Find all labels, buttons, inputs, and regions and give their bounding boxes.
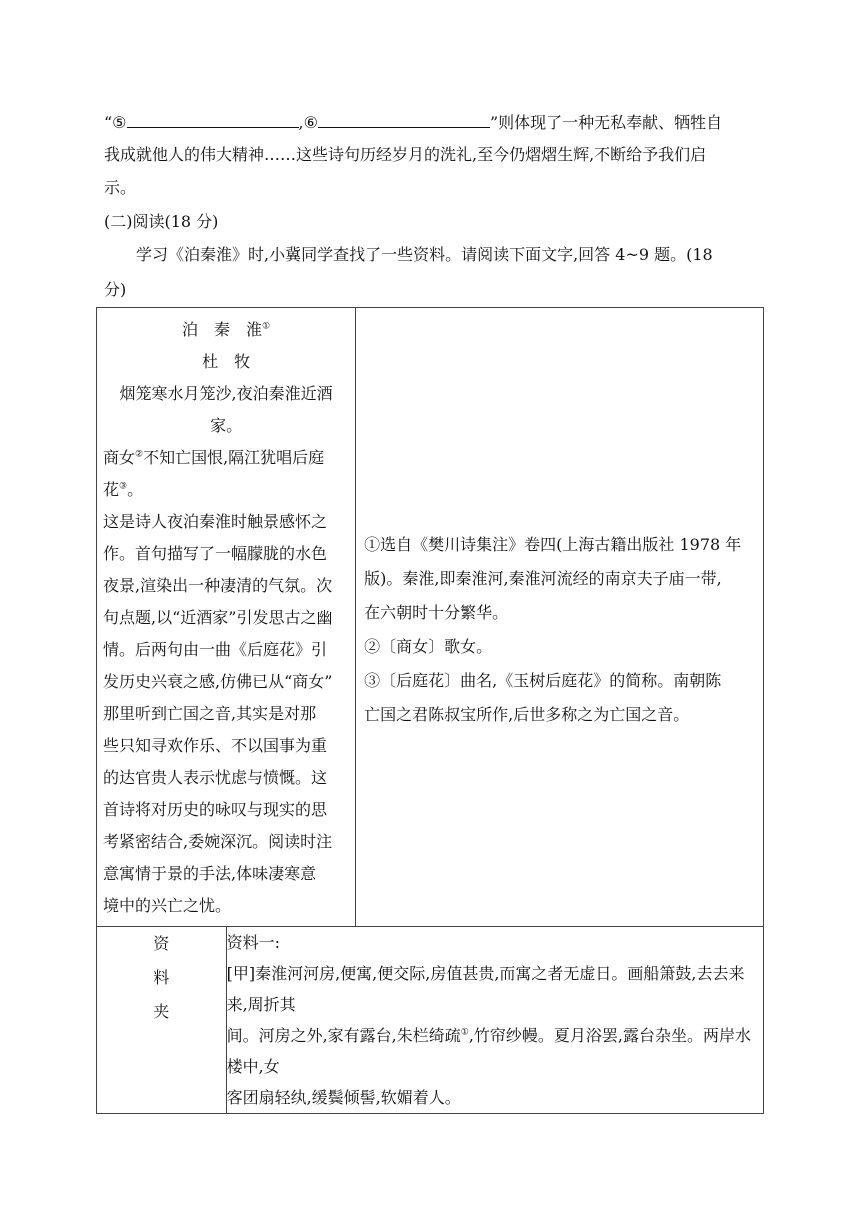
text-line-2: 我成就他人的伟大精神……这些诗句历经岁月的洗礼,至今仍熠熠生辉,不断给予我们启: [104, 145, 707, 164]
text-line-3: 示。: [104, 178, 137, 197]
notes-cell: [356, 308, 764, 927]
quote-open-5: “⑤: [104, 113, 127, 132]
ziliao-label-cell: [97, 927, 227, 1114]
poem-commentary: [103, 506, 349, 922]
comma-6: ,⑥: [298, 113, 318, 132]
poem-verse-2a: 商女②不知亡国恨,隔江犹唱后庭: [103, 448, 325, 467]
footnote-marker-1: ①: [262, 321, 271, 332]
note-line: 版)。秦淮,即秦淮河,秦淮河流经的南京夫子庙一带,: [364, 569, 722, 588]
line1-rest: ”则体现了一种无私奉献、牺牲自: [489, 113, 723, 132]
commentary-line: 首诗将对历史的咏叹与现实的思: [103, 800, 328, 819]
commentary-line: 考紧密结合,委婉深沉。阅读时注: [103, 832, 333, 851]
commentary-line: 那里听到亡国之音,其实是对那: [103, 704, 317, 723]
blank-6[interactable]: [318, 111, 490, 128]
commentary-line: 意寓情于景的手法,体味凄寒意: [103, 864, 317, 883]
ziliao-label-char: 资: [153, 934, 170, 953]
note-line: ③〔后庭花〕曲名,《玉树后庭花》的简称。南朝陈: [364, 671, 722, 690]
poem-author: 杜 牧: [202, 352, 251, 371]
ziliao-heading: 资料一:: [226, 933, 280, 952]
commentary-line: 夜景,渲染出一种凄清的气氛。次: [103, 576, 333, 595]
commentary-line: 情。后两句由一曲《后庭花》引: [103, 640, 328, 659]
note-line: 亡国之君陈叔宝所作,后世多称之为亡国之音。: [364, 705, 690, 724]
footnote-marker-ziliao-1: ①: [460, 1027, 469, 1038]
ziliao-line-1: [甲]秦淮河河房,便寓,便交际,房值甚贵,而寓之者无虚日。画船箫鼓,去去来来,周折其: [226, 964, 745, 1014]
footnote-marker-2: ②: [135, 449, 144, 460]
commentary-line: 的达官贵人表示忧虑与愤慨。这: [103, 768, 328, 787]
intro-line-2: 分): [104, 280, 127, 299]
commentary-line: 些只知寻欢作乐、不以国事为重: [103, 736, 328, 755]
poem-cell: [97, 308, 356, 927]
commentary-line: 发历史兴衰之感,仿佛已从“商女”: [103, 672, 333, 691]
reading-table: [96, 307, 764, 1114]
blank-5[interactable]: [127, 111, 299, 128]
section-heading: (二)阅读(18 分): [104, 212, 219, 231]
note-line: 在六朝时十分繁华。: [364, 603, 509, 622]
ziliao-label-char: 料: [153, 968, 170, 987]
poem-verse-2b: 花③。: [103, 480, 144, 499]
ziliao-body-cell: [226, 927, 763, 1114]
ziliao-label-char: 夹: [153, 1002, 170, 1021]
commentary-line: 这是诗人夜泊秦淮时触景感怀之: [103, 512, 328, 531]
poem-verse-1a: 烟笼寒水月笼沙,夜泊秦淮近酒: [119, 384, 333, 403]
intro-line-1: 学习《泊秦淮》时,小冀同学查找了一些资料。请阅读下面文字,回答 4~9 题。(18: [136, 245, 713, 264]
footnote-marker-3: ③: [119, 481, 128, 492]
fill-blank-line-1: [104, 111, 722, 134]
note-line: ①选自《樊川诗集注》卷四(上海古籍出版社 1978 年: [364, 535, 742, 554]
ziliao-line-2: 间。河房之外,家有露台,朱栏绮疏①,竹帘纱幔。夏月浴罢,露台杂坐。两岸水楼中,女: [226, 1026, 752, 1076]
commentary-line: 句点题,以“近酒家”引发思古之幽: [103, 608, 333, 627]
note-line: ②〔商女〕歌女。: [364, 637, 493, 656]
commentary-line: 境中的兴亡之忧。: [103, 896, 232, 915]
poem-verse-1b: 家。: [210, 416, 243, 435]
commentary-line: 作。首句描写了一幅朦胧的水色: [103, 544, 328, 563]
ziliao-line-3: 客团扇轻纨,缓鬓倾髻,软媚着人。: [226, 1088, 461, 1107]
poem-title: 泊 秦 淮①: [182, 320, 271, 339]
